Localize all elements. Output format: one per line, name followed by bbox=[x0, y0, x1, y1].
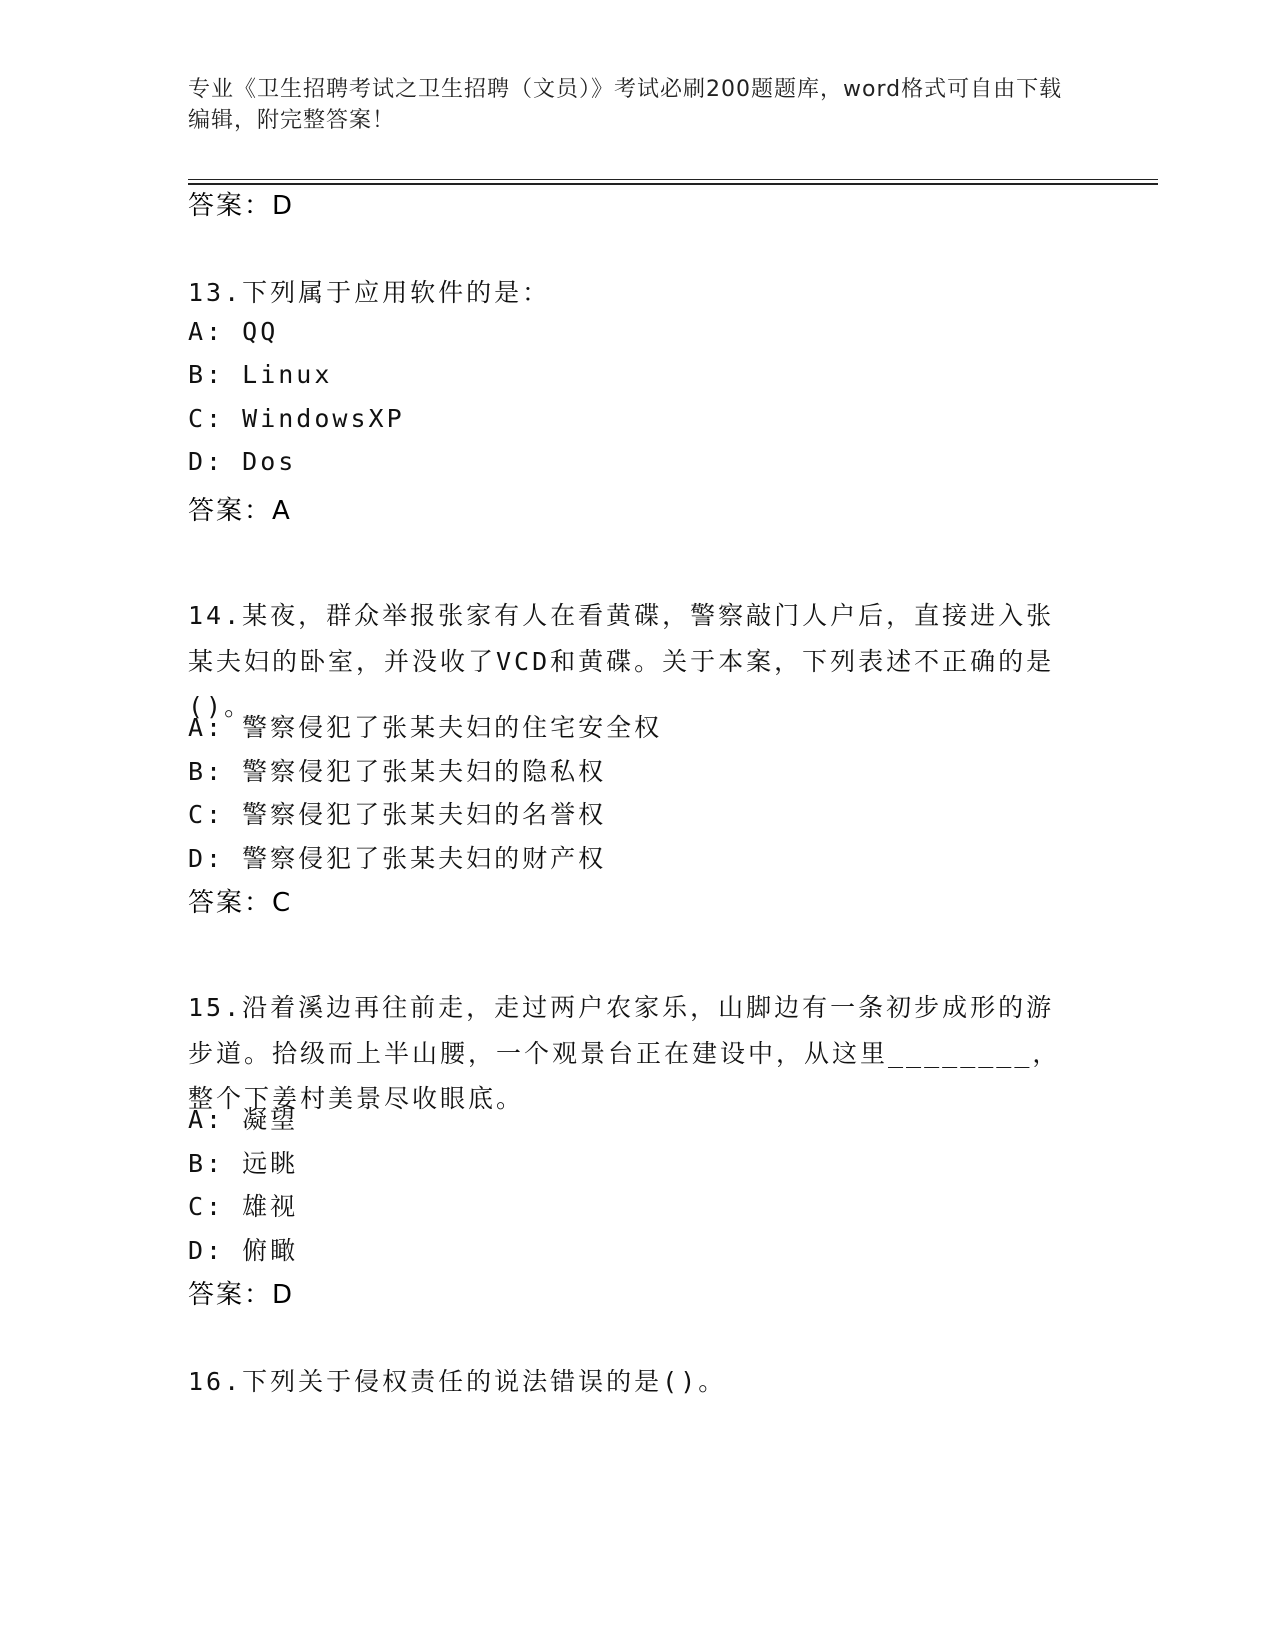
question-14-option-b: B: 警察侵犯了张某夫妇的隐私权 bbox=[188, 757, 607, 786]
question-14-option-d: D: 警察侵犯了张某夫妇的财产权 bbox=[188, 844, 607, 873]
question-16-stem: 16.下列关于侵权责任的说法错误的是()。 bbox=[188, 1367, 727, 1396]
answer-12: 答案：D bbox=[188, 191, 295, 221]
question-13-option-d: D: Dos bbox=[188, 447, 297, 476]
answer-15: 答案：D bbox=[188, 1280, 295, 1310]
question-15-stem: 15.沿着溪边再往前走，走过两户农家乐，山脚边有一条初步成形的游步道。拾级而上半山腰，一个观景台正在建设中，从这里________，整个下姜村美景尽收眼底。 bbox=[188, 993, 1061, 1113]
question-15-option-c: C: 雄视 bbox=[188, 1192, 299, 1221]
answer-14: 答案：C bbox=[188, 888, 293, 918]
question-15-option-b: B: 远眺 bbox=[188, 1149, 299, 1178]
question-14-option-c: C: 警察侵犯了张某夫妇的名誉权 bbox=[188, 800, 607, 829]
header-rule-thick bbox=[188, 183, 1158, 185]
question-13-option-b: B: Linux bbox=[188, 360, 333, 389]
question-15-option-a: A: 凝望 bbox=[188, 1105, 299, 1134]
question-13-option-c: C: WindowsXP bbox=[188, 404, 405, 433]
header-rule-thin bbox=[188, 179, 1158, 180]
answer-13: 答案：A bbox=[188, 496, 292, 526]
question-14-option-a: A: 警察侵犯了张某夫妇的住宅安全权 bbox=[188, 713, 663, 742]
question-13-stem: 13.下列属于应用软件的是： bbox=[188, 278, 551, 307]
question-13-option-a: A: QQ bbox=[188, 317, 279, 346]
question-14-stem: 14.某夜，群众举报张家有人在看黄碟，警察敲门人户后，直接进入张某夫妇的卧室，并没收了VCD和黄碟。关于本案，下列表述不正确的是()。 bbox=[188, 601, 1055, 721]
question-15-option-d: D: 俯瞰 bbox=[188, 1236, 299, 1265]
document-header: 专业《卫生招聘考试之卫生招聘（文员）》考试必刷200题题库，word格式可自由下载编辑，附完整答案！ bbox=[188, 77, 1063, 133]
